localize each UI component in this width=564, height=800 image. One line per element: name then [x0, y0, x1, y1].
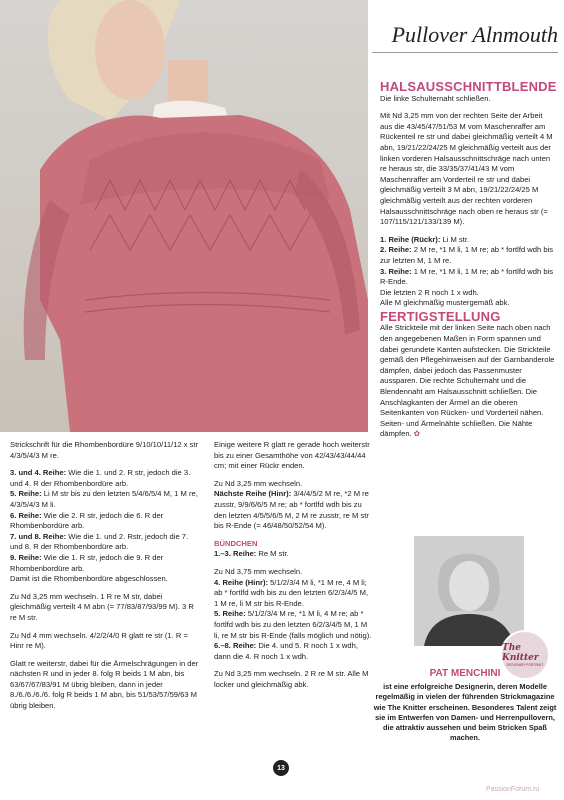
row-text: 5/1/2/3/4 M re, *1 M li, 4 M re; ab * fortlfd wdh bis zu den letzten 6/2/3/4/5 M, 1 M li, re M str bis R-Ende (falls möglich und nötig). — [214, 609, 372, 640]
row-text: Li M str bis zu den letzten 5/4/6/5/4 M, 1 M re, 4/3/5/4/3 M li. — [10, 489, 198, 509]
left-after-rows: Damit ist die Rhombenbordüre abgeschlossen. — [10, 574, 168, 584]
row-label: 1.–3. Reihe: — [214, 549, 257, 559]
left-intro: Strickschrift für die Rhombenbordüre 9/10/10/11/12 x str 4/3/5/4/3 M re. — [10, 440, 199, 460]
finishing-heading: FERTIGSTELLUNG — [380, 308, 501, 324]
row-label: Nächste Reihe (Hinr): — [214, 489, 292, 499]
title-rule — [372, 52, 558, 53]
site-watermark: PassionForum.ru — [486, 786, 540, 793]
left-p1: Zu Nd 3,25 mm wechseln. 1 R re M str, dabei gleichmäßig verteilt 4 M abn (= 77/83/87/93/99 M). 3 R re M str. — [10, 591, 194, 622]
row-label: 5. Reihe: — [10, 489, 42, 499]
row-label: 2. Reihe: — [380, 245, 412, 255]
author-box — [372, 668, 558, 744]
neckband-row-1 — [380, 235, 556, 246]
neckband-row-3 — [380, 267, 556, 288]
left-row-3-4 — [10, 468, 200, 489]
row-text: 1 M re, *1 M li, 1 M re; ab * fortlfd wdh bis R-Ende. — [380, 266, 554, 287]
mid-cuff — [214, 539, 374, 560]
cuff-subheading: BÜNDCHEN — [214, 538, 258, 548]
mid-p1: Einige weitere R glatt re gerade hoch weiterstr bis zu einer Gesamthöhe von 42/43/43/44/44 cm; mit einer Rückr enden. — [214, 440, 370, 471]
row-label: 6.–8. Reihe: — [214, 641, 257, 651]
badge-title: The Knitter — [502, 643, 539, 663]
middle-column — [214, 440, 374, 697]
neckband-closing-2: Alle M gleichmäßig mustergemäß abk. — [380, 298, 510, 308]
neckband-closing-1: Die letzten 2 R noch 1 x wdh. — [380, 287, 479, 297]
row-label: 3. und 4. Reihe: — [10, 468, 67, 478]
finishing-text — [380, 323, 556, 440]
neckband-row-2 — [380, 245, 556, 266]
author-name: PAT MENCHINI — [429, 668, 501, 679]
left-row-7-8 — [10, 532, 200, 553]
row-label: 9. Reihe: — [10, 552, 42, 562]
row-text: 3/4/4/5/2 M re, *2 M re zusstr, 9/9/6/6/5 M re; ab * fortlfd wdh bis zu den letzten 4/5/5/6/5 M, 2 M re zusstr, re M str bis R-Ende (= 46/48/50/52/54 M). — [214, 489, 369, 531]
left-p3: Glatt re weiterstr, dabei für die Ärmelschrägungen in der nächsten R und in jeder 8. folg R beids 1 M abn, bis 63/67/67/83/91 M übrig bleiben, dann in jeder 8./6./6./6./6. folg R beids 1 M abn, bis 51/53/57/59/63 M übrig bleiben. — [10, 658, 199, 711]
row-text: Wie die 2. R str, jedoch die 6. R der Rhombenbordüre arb. — [10, 510, 164, 531]
mid-p3-lead: Zu Nd 3,75 mm wechseln. — [214, 566, 303, 576]
left-p2: Zu Nd 4 mm wechseln. 4/2/2/4/0 R glatt re str (1. R = Hinr re M). — [10, 630, 188, 651]
neckband-line-1: Die linke Schulternaht schließen. — [380, 93, 491, 103]
left-column — [10, 440, 200, 719]
badge-subtitle: DESIGNER PORTRAIT — [506, 663, 544, 667]
row-label: 5. Reihe: — [214, 609, 246, 619]
row-text: Wie die 1. und 2. R str, jedoch die 3. und 4. R der Rhombenbordüre arb. — [10, 468, 191, 488]
left-row-9 — [10, 553, 200, 574]
row-label: 4. Reihe (Hinr): — [214, 577, 269, 587]
row-text: 2 M re, *1 M li, 1 M re; ab * fortlfd wdh bis zur letzten M, 1 M re. — [380, 245, 554, 265]
left-row-5 — [10, 489, 200, 510]
row-text: Re M str. — [256, 549, 289, 559]
row-text: Li M str. — [440, 234, 470, 244]
sweater-illustration — [0, 0, 368, 432]
end-mark-icon: ✿ — [413, 429, 421, 439]
neckband-line-2: Mit Nd 3,25 mm von der rechten Seite der Arbeit aus die 43/45/47/51/53 M vom Maschenraffer am Rückenteil re str und dabei gleichmäßig verteilt 4 M abn, 19/21/22/24/25 M gleichmäßig verteilt aus der linken vorderen Halsausschnittschräge nach unten re heraus str, die 33/35/37/41/43 M vom Maschenraffer am Vorderteil re str und dabei gleichmäßig verteilt 3 M abn, 19/21/22/24/25 M gleichmäßig verteilt aus der rechten vorderen Halsausschnittschräge nach oben re heraus str (= 107/115/121/133/139 M). — [380, 111, 553, 227]
mid-p2 — [214, 479, 374, 532]
row-text: Die 4. und 5. R noch 1 x wdh, dann die 4. R noch 1 x wdh. — [214, 641, 358, 661]
finishing-body: Alle Strickteile mit der linken Seite nach oben nach den angegebenen Maßen in Form spannen und dabei gerundete Kanten aufstecken. Die Strickteile gemäß den Pflegehinweisen auf der Garnbanderole dämpfen, dabei jedoch das Passenmuster aussparen. Die rechte Schulternaht und die Blendennaht am Halsausschnitt schließen. Die Anschlagkanten der Ärmel an die oberen Seitenkanten von Rücken- und Vorderteil nähen. Seiten- und Ärmelnähte schließen. Die Nähte dämpfen. — [380, 323, 555, 439]
row-label: 1. Reihe (Rückr): — [380, 234, 441, 244]
row-text: 5/1/2/3/4 M li, *1 M re, 4 M li; ab * fortlfd wdh bis zu den letzten 6/2/3/4/5 M, 1 M re, li M str bis R-Ende. — [214, 577, 369, 608]
portrait-illustration — [414, 536, 524, 646]
row-label: 7. und 8. Reihe: — [10, 531, 67, 541]
page-title: Pullover Alnmouth — [391, 22, 558, 47]
row-text: Wie die 1. und 2. Rstr, jedoch die 7. und 8. R der Rhombenbordüre arb. — [10, 531, 189, 552]
mid-p2-lead: Zu Nd 3,25 mm wechseln. — [214, 478, 303, 488]
mid-p3 — [214, 567, 374, 662]
neckband-heading: HALSAUSSCHNITTBLENDE — [380, 79, 557, 94]
mid-p4: Zu Nd 3,25 mm wechseln. 2 R re M str. Alle M locker und gleichmäßig abk. — [214, 669, 369, 689]
author-bio: ist eine erfolgreiche Designerin, deren Modelle regelmäßig in vielen der führenden Strickmagazine wie The Knitter erscheinen. Besonderes Talent zeigt sie im Entwerfen von Damen- und Herrenpullovern, die attraktiv aussehen und beim Stricken Spaß machen. — [373, 682, 557, 743]
row-label: 3. Reihe: — [380, 266, 412, 276]
row-label: 6. Reihe: — [10, 510, 42, 520]
left-row-6 — [10, 511, 200, 532]
right-column — [380, 79, 557, 447]
sweater-photo — [0, 0, 368, 432]
row-text: Wie die 1. R str, jedoch die 9. R der Rhombenbordüre arb. — [10, 552, 164, 573]
author-portrait — [414, 536, 524, 646]
page-number: 13 — [273, 760, 289, 776]
